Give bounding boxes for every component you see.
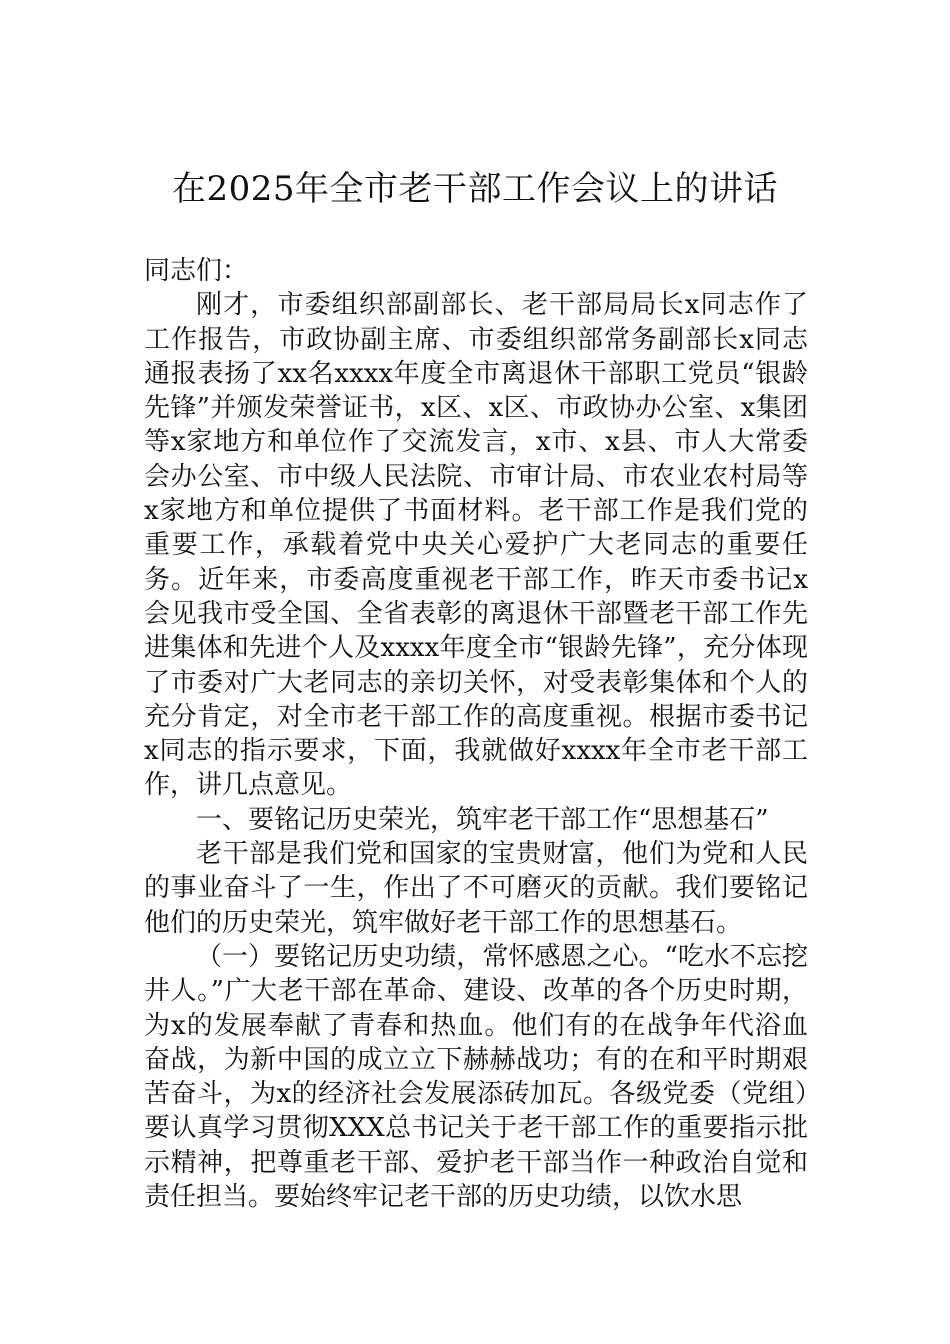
paragraph-subsection-1: （一）要铭记历史功绩，常怀感恩之心。“吃水不忘挖井人。”广大老干部在革命、建设、改革的各个历史时期，为x的发展奉献了青春和热血。他们有的在战争年代浴血奋战，为新中国的成立立下赫赫战功；有的在和平时期艰苦奋斗，为x的经济社会发展添砖加瓦。各级党委（党组）要认真学习贯彻XXX总书记关于老干部工作的重要指示批示精神，把尊重老干部、爱护老干部当作一种政治自觉和责任担当。要始终牢记老干部的历史功绩，以饮水思 — [144, 941, 808, 1213]
paragraph-opening: 刚才，市委组织部副部长、老干部局局长x同志作了工作报告，市政协副主席、市委组织部常务副部长x同志通报表扬了xx名xxxx年度全市离退休干部职工党员“银龄先锋”并颁发荣誉证书，x区、x区、市政协办公室、x集团等x家地方和单位作了交流发言，x市、x县、市人大常委会办公室、市中级人民法院、市审计局、市农业农村局等x家地方和单位提供了书面材料。老干部工作是我们党的重要工作，承载着党中央关心爱护广大老同志的重要任务。近年来，市委高度重视老干部工作，昨天市委书记x会见我市受全国、全省表彰的离退休干部暨老干部工作先进集体和先进个人及xxxx年度全市“银龄先锋”，充分体现了市委对广大老同志的亲切关怀，对受表彰集体和个人的充分肯定，对全市老干部工作的高度重视。根据市委书记x同志的指示要求，下面，我就做好xxxx年全市老干部工作，讲几点意见。 — [144, 290, 808, 801]
document-body — [144, 254, 808, 1214]
section-heading-1: 一、要铭记历史荣光，筑牢老干部工作“思想基石” — [196, 804, 769, 835]
salutation: 同志们： — [144, 256, 249, 286]
paragraph-section-1-intro: 老干部是我们党和国家的宝贵财富，他们为党和人民的事业奋斗了一生，作出了不可磨灭的贡献。我们要铭记他们的历史荣光，筑牢做好老干部工作的思想基石。 — [144, 839, 808, 938]
document-title: 在2025年全市老干部工作会议上的讲话 — [171, 169, 779, 209]
